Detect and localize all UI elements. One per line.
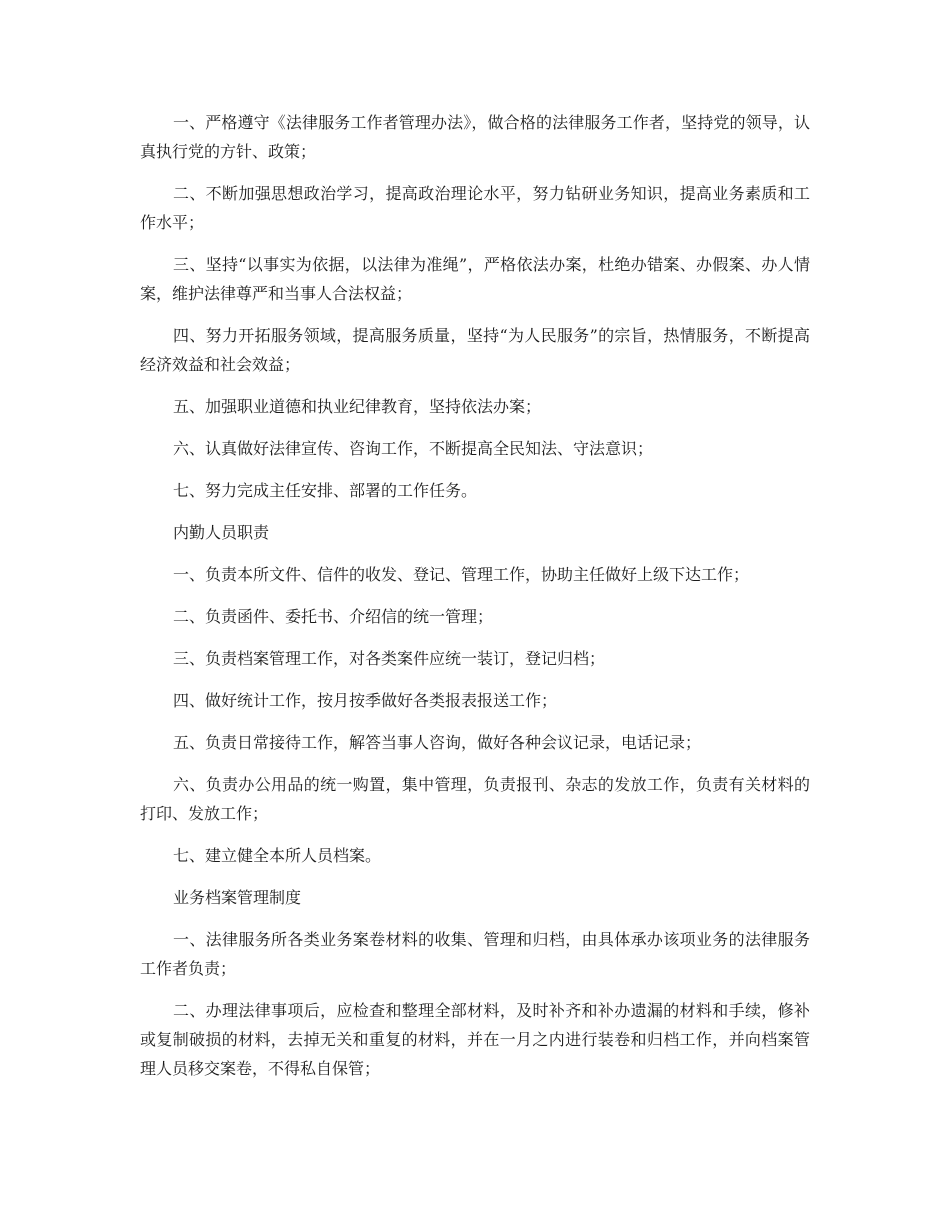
paragraph-office-2: 二、负责函件、委托书、介绍信的统一管理； xyxy=(173,607,494,626)
paragraph-office-4: 四、做好统计工作，按月按季做好各类报表报送工作； xyxy=(173,691,558,710)
paragraph-duty-7: 七、努力完成主任安排、部署的工作任务。 xyxy=(173,481,478,500)
paragraph-duty-4: 四、努力开拓服务领域，提高服务质量，坚持“为人民服务”的宗旨，热情服务，不断提高经济效益和社会效益； xyxy=(140,326,810,374)
section-heading-archive-rules: 业务档案管理制度 xyxy=(173,888,302,907)
paragraph-duty-6: 六、认真做好法律宣传、咨询工作，不断提高全民知法、守法意识； xyxy=(173,439,654,458)
paragraph-archive-2: 二、办理法律事项后，应检查和整理全部材料，及时补齐和补办遗漏的材料和手续，修补或复制破损的材料，去掉无关和重复的材料，并在一月之内进行装卷和归档工作，并向档案管理人员移交案卷，不得私自保管； xyxy=(140,1001,810,1078)
paragraph-duty-2: 二、不断加强思想政治学习，提高政治理论水平，努力钻研业务知识，提高业务素质和工作水平； xyxy=(140,184,810,232)
section-heading-office-staff: 内勤人员职责 xyxy=(173,523,270,542)
paragraph-office-5: 五、负责日常接待工作，解答当事人咨询，做好各种会议记录，电话记录； xyxy=(173,733,702,752)
paragraph-office-6: 六、负责办公用品的统一购置，集中管理，负责报刊、杂志的发放工作，负责有关材料的打印、发放工作； xyxy=(140,775,810,823)
paragraph-duty-1: 一、严格遵守《法律服务工作者管理办法》，做合格的法律服务工作者，坚持党的领导，认真执行党的方针、政策； xyxy=(140,113,810,161)
paragraph-office-7: 七、建立健全本所人员档案。 xyxy=(173,846,382,865)
paragraph-office-3: 三、负责档案管理工作，对各类案件应统一装订，登记归档； xyxy=(173,649,606,668)
paragraph-office-1: 一、负责本所文件、信件的收发、登记、管理工作，协助主任做好上级下达工作； xyxy=(173,565,750,584)
paragraph-duty-3: 三、坚持“以事实为依据，以法律为准绳”，严格依法办案，杜绝办错案、办假案、办人情案，维护法律尊严和当事人合法权益； xyxy=(140,255,810,303)
paragraph-duty-5: 五、加强职业道德和执业纪律教育，坚持依法办案； xyxy=(173,397,542,416)
document-body xyxy=(140,108,810,1096)
paragraph-archive-1: 一、法律服务所各类业务案卷材料的收集、管理和归档，由具体承办该项业务的法律服务工作者负责； xyxy=(140,930,810,978)
